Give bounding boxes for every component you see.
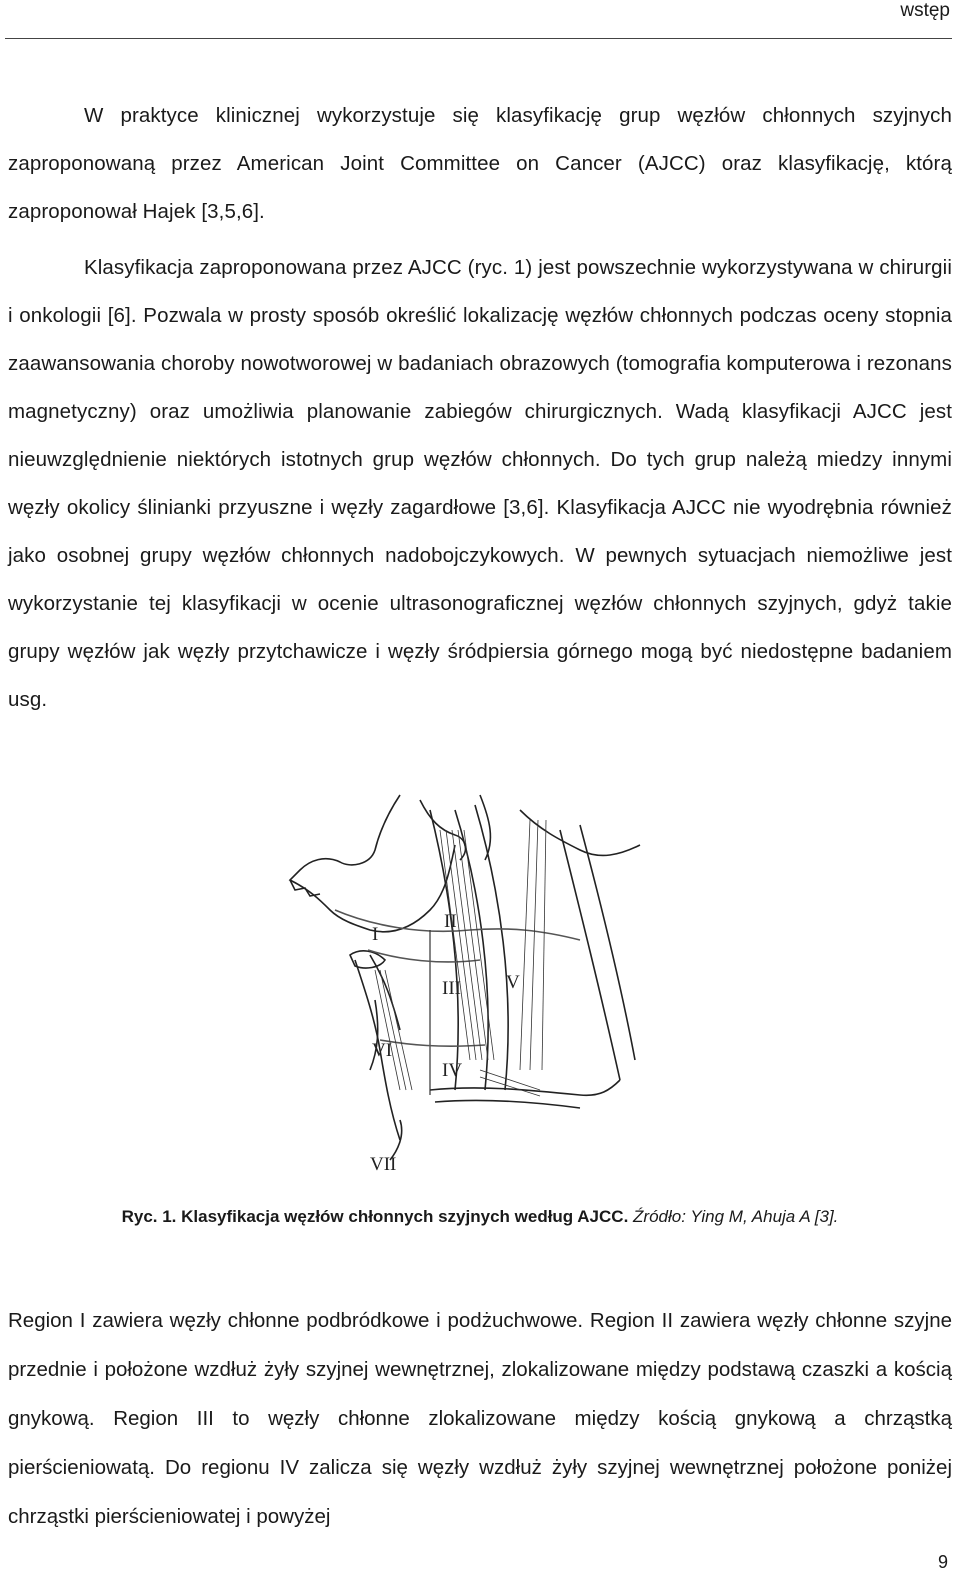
region-IV-label: IV — [442, 1060, 463, 1081]
neck-lymph-node-levels-figure — [280, 790, 670, 1180]
mandible-outline — [290, 795, 455, 932]
figure-caption — [0, 1207, 960, 1227]
paragraph-3-text: Region I zawiera węzły chłonne podbródkowe i podżuchwowe. Region II zawiera węzły chłonne szyjne przednie i położone wzdłuż żyły szyjnej wewnętrznej, zlokalizowane między podstawą czaszki a kością gnykową. Region III to węzły chłonne zlokalizowane między kością gnykową a chrząstką pierścieniowatą. Do regionu IV zalicza się węzły wzdłuż żyły szyjnej wewnętrznej położone poniżej chrząstki pierścieniowatej i powyżej — [8, 1309, 952, 1528]
caption-source: Źródło: Ying M, Ahuja A [3]. — [633, 1207, 839, 1226]
header-divider — [5, 38, 952, 39]
paragraph-1-text: W praktyce klinicznej wykorzystuje się klasyfikację grup węzłów chłonnych szyjnych zaproponowaną przez American Joint Committee on Cancer (AJCC) oraz klasyfikację, którą zaproponował Hajek [3,5,6]. — [8, 104, 952, 223]
caption-title: Ryc. 1. Klasyfikacja węzłów chłonnych szyjnych według AJCC. — [121, 1207, 629, 1226]
region-II-label: II — [444, 911, 457, 932]
region-III-label: III — [442, 978, 461, 999]
paragraph-regions — [8, 1296, 952, 1541]
paragraph-ajcc — [8, 244, 952, 724]
page-number: 9 — [937, 1552, 948, 1572]
paragraph-2-text: Klasyfikacja zaproponowana przez AJCC (ryc. 1) jest powszechnie wykorzystywana w chirurgii i onkologii [6]. Pozwala w prosty sposób określić lokalizację węzłów chłonnych podczas oceny stopnia zaawansowania choroby nowotworowej w badaniach obrazowych (tomografia komputerowa i rezonans magnetyczny) oraz umożliwia planowanie zabiegów chirurgicznych. Wadą klasyfikacji AJCC jest nieuwzględnienie niektórych istotnych grup węzłów chłonnych. Do tych grup należą miedzy innymi węzły okolicy ślinianki przyuszne i węzły zagardłowe [3,6]. Klasyfikacja AJCC nie wyodrębnia również jako osobnej grupy węzłów chłonnych nadobojczykowych. W pewnych sytuacjach niemożliwe jest wykorzystanie tej klasyfikacji w ocenie ultrasonograficznej węzłów chłonnych szyjnych, gdyż takie grupy węzłów jak węzły przytchawicze i węzły śródpiersia górnego mogą być niedostępne badaniem usg. — [8, 256, 952, 711]
clavicle — [430, 1080, 620, 1095]
region-VI-label: VI — [372, 1040, 393, 1061]
region-VII-label: VII — [370, 1154, 397, 1175]
region-I-label: I — [372, 924, 379, 945]
running-header: wstęp — [900, 0, 950, 21]
paragraph-intro — [8, 92, 952, 236]
region-V-label: V — [506, 972, 520, 993]
neck-anatomy-drawing — [280, 790, 670, 1180]
